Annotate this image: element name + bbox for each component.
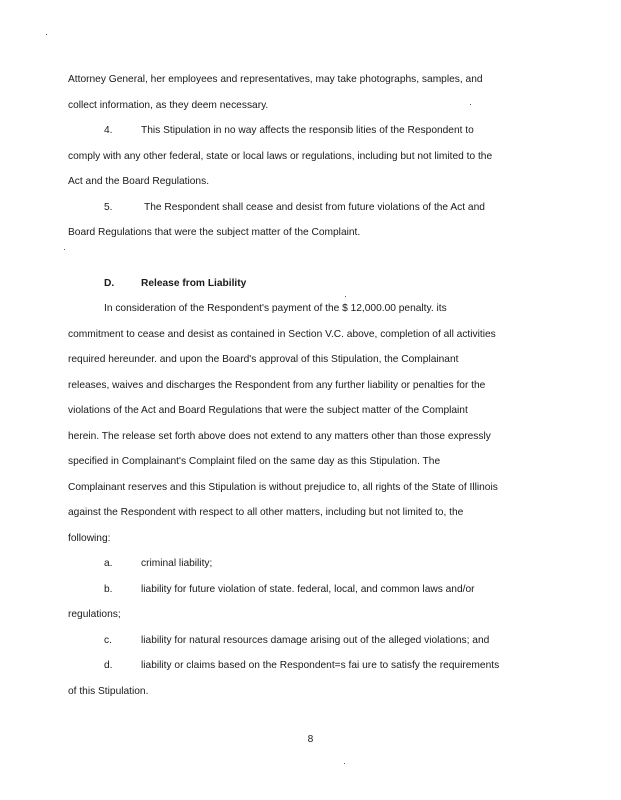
list-label: a.: [104, 558, 113, 569]
body-line: Act and the Board Regulations.: [68, 176, 210, 187]
list-item: liability for future violation of state. federal, local, and common laws and/or: [141, 584, 475, 595]
body-line: herein. The release set forth above does not extend to any matters other than those expressly: [68, 431, 491, 442]
list-item-continuation: of this Stipulation.: [68, 686, 149, 697]
list-label: c.: [104, 635, 112, 646]
scan-speck: [470, 104, 471, 105]
list-item-continuation: regulations;: [68, 609, 121, 620]
body-line: commitment to cease and desist as contained in Section V.C. above, completion of all activities: [68, 329, 496, 340]
body-line: Complainant reserves and this Stipulation is without prejudice to, all rights of the State of Illinois: [68, 482, 498, 493]
body-line: In consideration of the Respondent's payment of the $ 12,000.00 penalty. its: [104, 303, 447, 314]
body-line: releases, waives and discharges the Respondent from any further liability or penalties for the: [68, 380, 486, 391]
list-label: b.: [104, 584, 113, 595]
list-item: liability or claims based on the Respondent=s fai ure to satisfy the requirements: [141, 660, 500, 671]
body-line: following:: [68, 533, 111, 544]
list-item: criminal liability;: [141, 558, 213, 569]
scan-speck: [46, 34, 47, 35]
body-line: Board Regulations that were the subject matter of the Complaint.: [68, 227, 361, 238]
page-number: 8: [307, 734, 314, 745]
item-number: 5.: [104, 202, 113, 213]
item-number: 4.: [104, 125, 113, 136]
body-line: Attorney General, her employees and representatives, may take photographs, samples, and: [68, 74, 483, 85]
body-line: violations of the Act and Board Regulations that were the subject matter of the Complaint: [68, 405, 468, 416]
section-heading: Release from Liability: [141, 278, 247, 289]
section-letter: D.: [104, 278, 115, 289]
scan-speck: [345, 296, 346, 297]
body-line: This Stipulation in no way affects the responsib lities of the Respondent to: [141, 125, 474, 136]
scan-speck: [64, 249, 65, 250]
body-line: comply with any other federal, state or local laws or regulations, including but not limited to the: [68, 151, 493, 162]
body-line: against the Respondent with respect to all other matters, including but not limited to, the: [68, 507, 464, 518]
body-line: collect information, as they deem necessary.: [68, 100, 269, 111]
list-item: liability for natural resources damage arising out of the alleged violations; and: [141, 635, 490, 646]
scan-speck: [344, 763, 345, 764]
list-label: d.: [104, 660, 113, 671]
body-line: The Respondent shall cease and desist from future violations of the Act and: [144, 202, 485, 213]
body-line: required hereunder. and upon the Board's approval of this Stipulation, the Complainant: [68, 354, 459, 365]
body-line: specified in Complainant's Complaint filed on the same day as this Stipulation. The: [68, 456, 441, 467]
